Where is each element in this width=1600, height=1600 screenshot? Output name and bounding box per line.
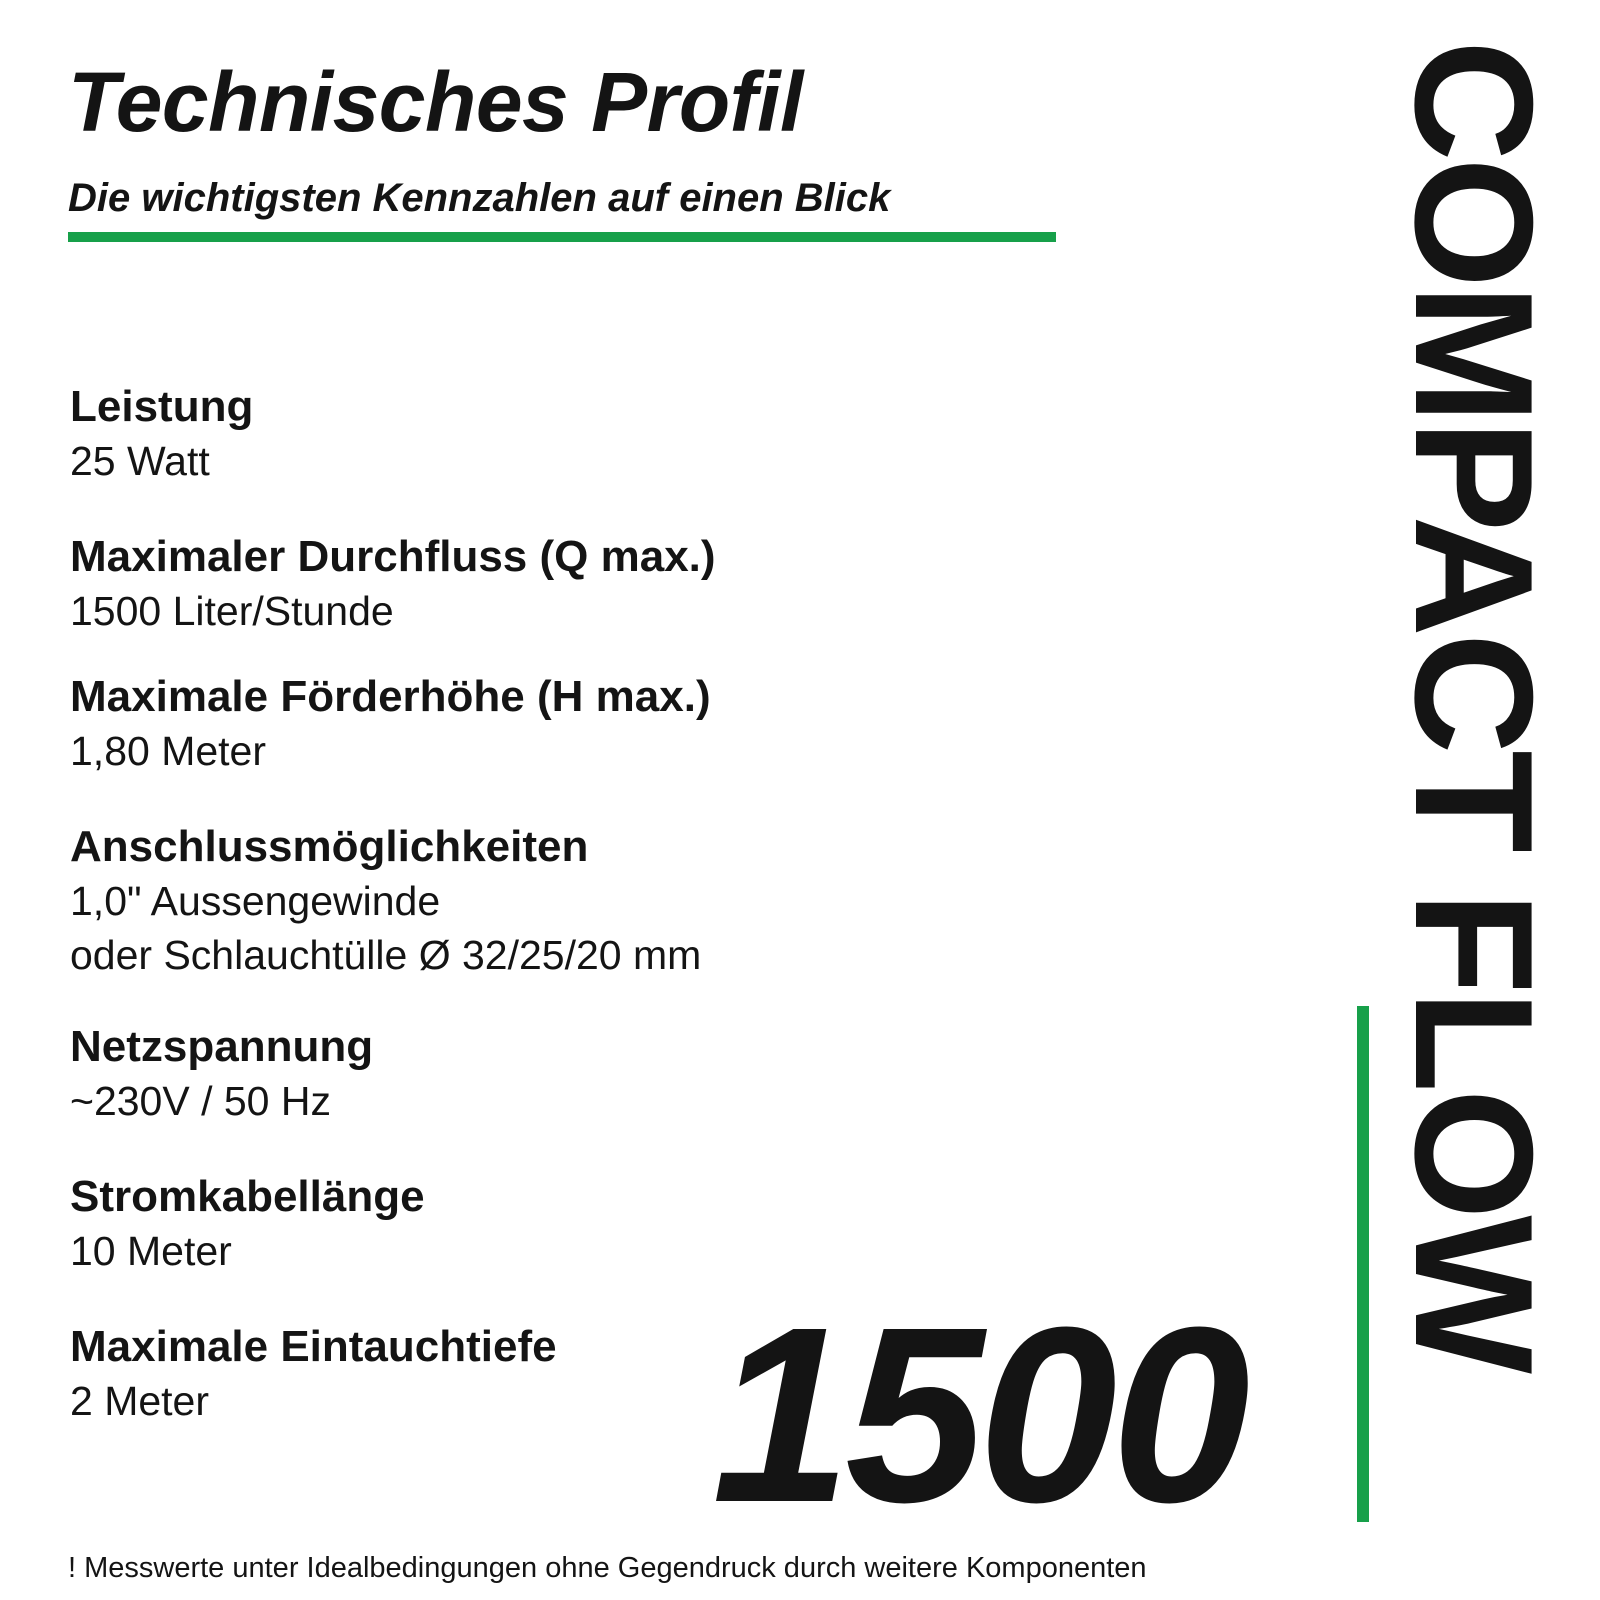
spec-value: 1,80 Meter (70, 728, 266, 774)
spec-item-foerderhoehe (70, 670, 711, 778)
spec-value: 2 Meter (70, 1378, 209, 1424)
subtitle-underline (68, 232, 1056, 242)
spec-label: Maximale Förderhöhe (H max.) (70, 672, 711, 721)
spec-item-eintauchtiefe (70, 1320, 557, 1428)
product-name-vertical: COMPACT FLOW (1380, 40, 1568, 1370)
spec-item-netzspannung (70, 1020, 373, 1128)
product-number: 1500 (712, 1275, 1245, 1554)
spec-value: 1500 Liter/Stunde (70, 588, 394, 634)
spec-item-durchfluss (70, 530, 716, 638)
spec-label: Stromkabellänge (70, 1172, 425, 1221)
spec-value: 1,0" Aussengewinde (70, 878, 441, 924)
spec-value: 10 Meter (70, 1228, 232, 1274)
spec-label: Maximale Eintauchtiefe (70, 1322, 557, 1371)
page-title: Technisches Profil (68, 55, 803, 149)
page-subtitle: Die wichtigsten Kennzahlen auf einen Blick (68, 176, 891, 220)
spec-label: Netzspannung (70, 1022, 374, 1071)
spec-label: Leistung (70, 382, 254, 431)
spec-item-leistung (70, 380, 253, 488)
spec-label: Anschlussmöglichkeiten (70, 822, 589, 871)
spec-label: Maximaler Durchfluss (Q max.) (70, 532, 716, 581)
spec-item-anschluss (70, 820, 701, 982)
spec-item-kabellaenge (70, 1170, 425, 1278)
accent-bar (1357, 1006, 1369, 1522)
spec-value-secondary: oder Schlauchtülle Ø 32/25/20 mm (70, 932, 702, 978)
footnote: ! Messwerte unter Idealbedingungen ohne Gegendruck durch weitere Komponenten (68, 1552, 1147, 1584)
spec-value: 25 Watt (70, 438, 210, 484)
spec-value: ~230V / 50 Hz (70, 1078, 331, 1124)
